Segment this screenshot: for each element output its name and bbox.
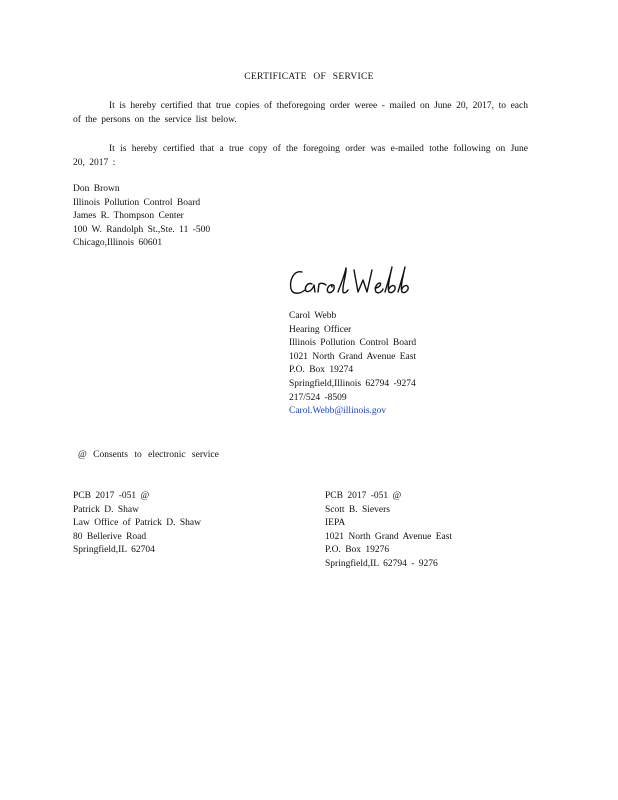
signature-line: P.O. Box 19274 bbox=[289, 365, 354, 376]
service-line: 80 Bellerive Road bbox=[73, 531, 147, 542]
recipient-line: Don Brown bbox=[73, 184, 120, 194]
signature-name: Carol Webb bbox=[289, 311, 337, 321]
signature-title: Hearing Officer bbox=[289, 324, 352, 335]
service-line: Patrick D. Shaw bbox=[73, 504, 140, 515]
paragraph-mailed bbox=[73, 99, 528, 127]
service-case-number: PCB 2017 -051 @ bbox=[325, 491, 402, 501]
signature-line: Illinois Pollution Control Board bbox=[289, 338, 417, 349]
consent-note: @ Consents to electronic service bbox=[78, 450, 219, 460]
service-line: Springfield,IL 62704 bbox=[73, 545, 155, 556]
recipient-line: Chicago,Illinois 60601 bbox=[73, 238, 163, 249]
document-title: CERTIFICATE OF SERVICE bbox=[244, 72, 374, 82]
service-line: IEPA bbox=[325, 518, 346, 529]
handwritten-signature bbox=[286, 262, 416, 302]
service-case-number: PCB 2017 -051 @ bbox=[73, 491, 150, 501]
service-line: 1021 North Grand Avenue East bbox=[325, 531, 453, 542]
paragraph-emailed-text: It is hereby certified that a true copy of the foregoing order was e-mailed tothe following on June 20, 2017 : bbox=[73, 144, 528, 168]
paragraph-mailed-text: It is hereby certified that true copies of theforegoing order weree - mailed on June 20, 2017, to each of the persons on the service list below. bbox=[73, 101, 528, 125]
signature-email-link[interactable]: Carol.Webb@illinois.gov bbox=[289, 406, 387, 417]
signature-phone: 217/524 -8509 bbox=[289, 392, 347, 403]
recipient-line: Illinois Pollution Control Board bbox=[73, 197, 201, 208]
service-line: Law Office of Patrick D. Shaw bbox=[73, 518, 202, 529]
signature-block bbox=[289, 310, 416, 419]
service-line: Scott B. Sievers bbox=[325, 504, 390, 515]
signature-line: Springfield,Illinois 62794 -9274 bbox=[289, 378, 416, 389]
service-list-left bbox=[73, 490, 201, 558]
service-list-right bbox=[325, 490, 452, 572]
recipient-line: 100 W. Randolph St.,Ste. 11 -500 bbox=[73, 224, 211, 235]
paragraph-emailed bbox=[73, 142, 528, 170]
recipient-line: James R. Thompson Center bbox=[73, 211, 184, 222]
signature-line: 1021 North Grand Avenue East bbox=[289, 351, 417, 362]
service-line: Springfield,IL 62794 - 9276 bbox=[325, 558, 438, 569]
recipient-address bbox=[73, 183, 210, 251]
service-line: P.O. Box 19276 bbox=[325, 545, 390, 556]
